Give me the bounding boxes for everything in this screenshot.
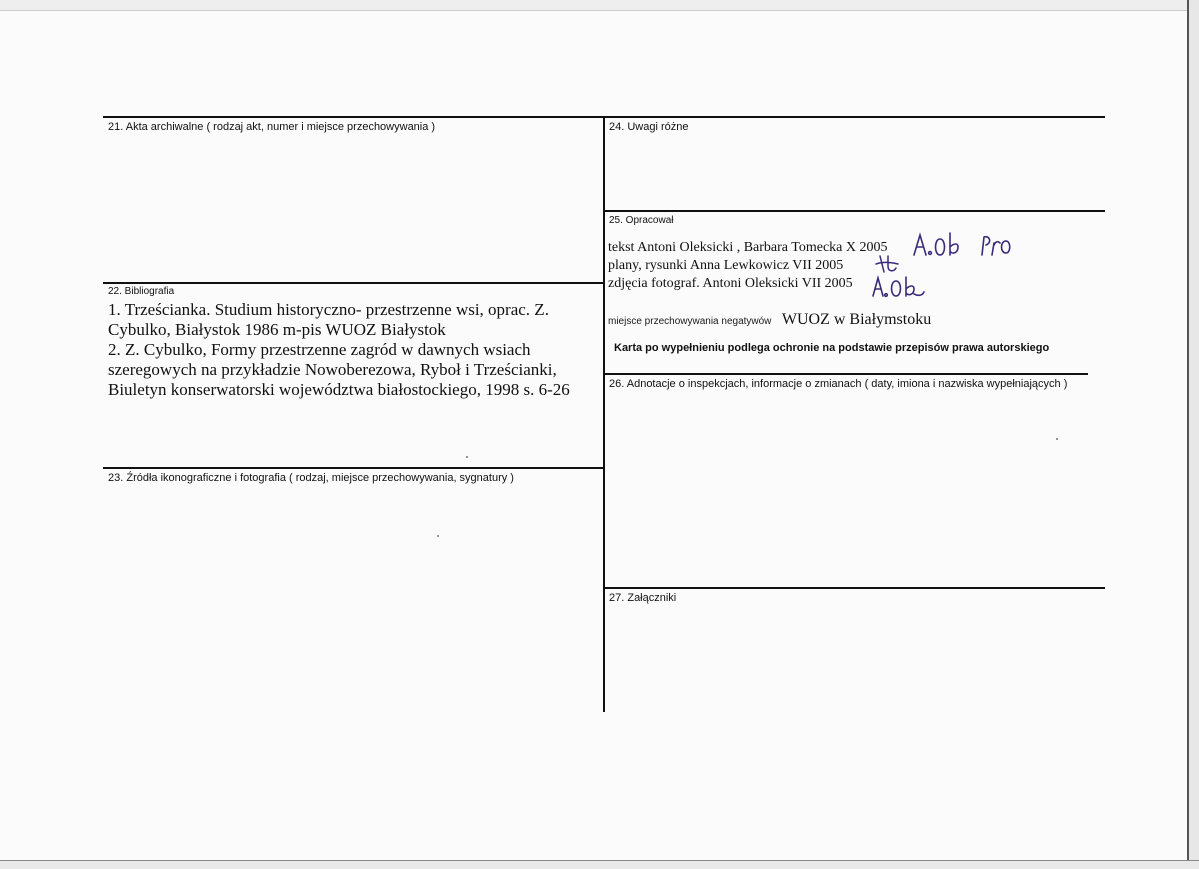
bibliography-line: szeregowych na przykładzie Nowoberezowa, Ryboł i Trześcianki, [108,360,557,379]
scan-speck [437,535,439,537]
handwritten-initials-text [910,229,1015,266]
section-27-label: 27. Załączniki [609,592,677,604]
section-25-label: 25. Opracował [609,215,674,226]
bibliography-line: Cybulko, Białystok 1986 m-pis WUOZ Białystok [108,320,446,339]
section-26-label: 26. Adnotacje o inspekcjach, informacje o zmianach ( daty, imiona i nazwiska wypełniających ) [609,378,1068,390]
rule-before-25 [603,210,1105,212]
center-divider [603,116,605,712]
credit-plans-line: plany, rysunki Anna Lewkowicz VII 2005 [608,258,844,273]
section-21-label: 21. Akta archiwalne ( rodzaj akt, numer i miejsce przechowywania ) [108,121,436,133]
rule-before-26 [603,373,1088,375]
credit-text-line: tekst Antoni Oleksicki , Barbara Tomecka X 2005 [608,240,888,255]
rule-before-27 [603,587,1105,589]
bibliography-line: 2. Z. Cybulko, Formy przestrzenne zagród w dawnych wsiach [108,340,531,359]
negatives-label: miejsce przechowywania negatywów [608,316,772,327]
bibliography-line: 1. Trześcianka. Studium historyczno- przestrzenne wsi, oprac. Z. [108,300,549,319]
handwritten-initials-photos [870,274,926,305]
section-23-label: 23. Źródła ikonograficzne i fotografia ( rodzaj, miejsce przechowywania, sygnatury ) [108,472,514,484]
scan-speck [466,456,468,458]
scan-speck [1056,438,1058,440]
rule-before-23 [103,467,603,469]
negatives-value: WUOZ w Białymstoku [781,311,932,328]
negatives-location-row [608,311,931,329]
section-24-label: 24. Uwagi różne [609,121,689,133]
section-22-label: 22. Bibliografia [108,286,175,297]
scan-top-edge [0,0,1199,11]
rule-before-22 [103,282,603,284]
copyright-note: Karta po wypełnieniu podlega ochronie na podstawie przepisów prawa autorskiego [614,342,1050,354]
scan-right-edge [1187,0,1199,868]
bibliography-line: Biuletyn konserwatorski województwa białostockiego, 1998 s. 6-26 [108,380,570,399]
credit-photos-line: zdjęcia fotograf. Antoni Oleksicki VII 2005 [608,276,853,291]
